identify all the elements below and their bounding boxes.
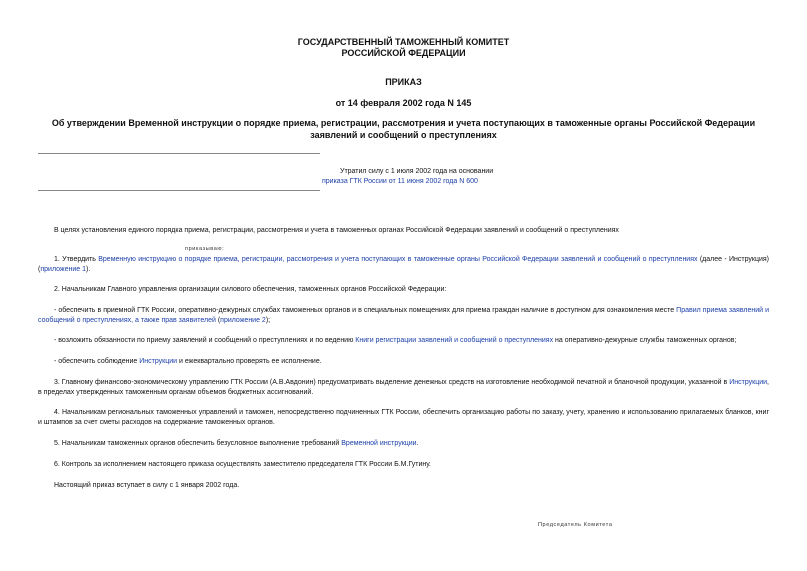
paragraph-1-text-b: (далее - Инструкция) ( (38, 256, 769, 273)
paragraph-2-3-text-b: и ежеквартально проверять ее исполнение. (177, 358, 322, 365)
document-date: от 14 февраля 2002 года N 145 (335, 98, 472, 108)
paragraph-2: 2. Начальникам Главного управления организации силового обеспечения, таможенных органов Российской Федерации: (54, 286, 447, 293)
status-note-text: Утратил силу с 1 июля 2002 года на основании (340, 168, 494, 175)
paragraph-2-1-text-a: - обеспечить в приемной ГТК России, оперативно-дежурных службах таможенных органов и в специальных помещениях для приема граждан наличие в доступном для ознакомления месте (54, 307, 677, 314)
org-name-line-1: ГОСУДАРСТВЕННЫЙ ТАМОЖЕННЫЙ КОМИТЕТ (297, 37, 510, 47)
paragraph-7: Настоящий приказ вступает в силу с 1 января 2002 года. (54, 482, 240, 489)
document-title: Об утверждении Временной инструкции о порядке приема, регистрации, рассмотрения и учета поступающих в таможенные органы Российской Федерации заявлений и сообщений о преступлениях (51, 118, 756, 140)
paragraph-2-2-text-a: - возложить обязанности по приему заявлений и сообщений о преступлениях и по ведению (54, 337, 356, 344)
instruction-link[interactable]: Временную инструкцию о порядке приема, регистрации, рассмотрения и учета поступающих в таможенные органы Российской Федерации заявлений и сообщений о преступлениях (98, 256, 698, 263)
paragraph-3-text-b: , в пределах утвержденных таможенным органам объемов бюджетных ассигнований. (38, 379, 769, 396)
document-type: ПРИКАЗ (385, 77, 422, 87)
org-name-line-2: РОССИЙСКОЙ ФЕДЕРАЦИИ (341, 48, 466, 58)
paragraph-2-1-text-b: ( (215, 317, 221, 324)
appendix-2-link[interactable]: приложение 2 (220, 317, 266, 324)
paragraph-2-1 (38, 306, 769, 326)
instruction-link-3[interactable]: Инструкции (729, 379, 768, 386)
status-note (322, 177, 478, 187)
paragraph-2-2 (38, 336, 769, 346)
paragraph-5-text-a: 5. Начальникам таможенных органов обеспечить безусловное выполнение требований (54, 440, 342, 447)
rules-link[interactable]: Правил приема заявлений и сообщений о преступлениях, а также прав заявителей (38, 307, 769, 324)
paragraph-2-1-text-c: ); (265, 317, 271, 324)
divider-top (38, 153, 320, 154)
signature-title: Председатель Комитета (538, 522, 613, 528)
paragraph-2-3-text-a: - обеспечить соблюдение (54, 358, 140, 365)
status-note-link[interactable]: приказа ГТК России от 11 июня 2002 года N 600 (322, 178, 478, 185)
paragraph-3-text-a: 3. Главному финансово-экономическому управлению ГТК России (А.В.Авдонин) предусматривать выделение денежных средств на изготовление необходимой печатной и бланочной продукции, указанной в (54, 379, 730, 386)
divider-bottom (38, 190, 320, 191)
paragraph-2-2-text-b: на оперативно-дежурные службы таможенных органов; (553, 337, 737, 344)
registration-book-link[interactable]: Книги регистрации заявлений и сообщений о преступлениях (355, 337, 554, 344)
paragraph-5 (38, 439, 769, 449)
paragraph-4: 4. Начальникам региональных таможенных управлений и таможен, непосредственно подчиненных ГТК России, обеспечить организацию работы по заказу, учету, хранению и использованию прилагаемых бланков, книг и штампов за счет сметы расходов на содержание таможенных органов. (38, 409, 769, 426)
paragraph-3 (38, 378, 769, 398)
paragraph-1 (38, 255, 769, 275)
paragraph-1-text-c: ). (86, 266, 91, 273)
preamble: В целях установления единого порядка приема, регистрации, рассмотрения и учета в таможенных органах Российской Федерации заявлений и сообщений о преступлениях (54, 227, 619, 234)
paragraph-1-text-a: 1. Утвердить (54, 256, 99, 263)
order-word: приказываю: (185, 246, 225, 252)
appendix-1-link[interactable]: приложение 1 (40, 266, 86, 273)
paragraph-6: 6. Контроль за исполнением настоящего приказа осуществлять заместителю председателя ГТК России Б.М.Гутину. (54, 461, 431, 468)
paragraph-2-3 (38, 357, 769, 367)
paragraph-5-text-b: . (416, 440, 419, 447)
temporary-instruction-link[interactable]: Временной инструкции (341, 440, 417, 447)
instruction-link-2[interactable]: Инструкции (139, 358, 178, 365)
